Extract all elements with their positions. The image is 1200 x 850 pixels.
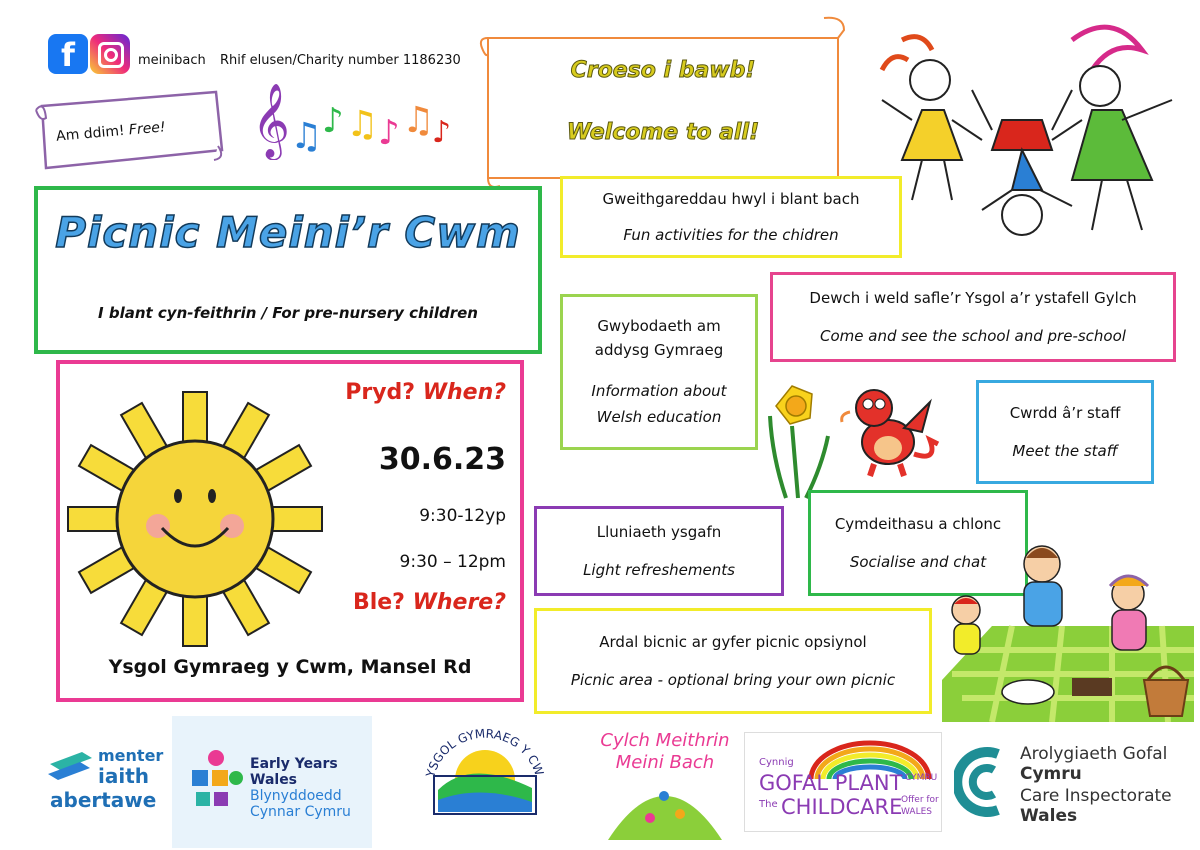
- care-line1: Arolygiaeth Gofal: [1020, 744, 1168, 764]
- gofal-cymru: CYMRU: [905, 773, 938, 783]
- activity-fun: [560, 176, 902, 258]
- charity-number: Rhif elusen/Charity number 1186230: [220, 53, 461, 68]
- time-english: 9:30 – 12pm: [399, 552, 506, 572]
- note-icon: ♪: [432, 115, 452, 150]
- details-box: [56, 360, 524, 702]
- event-subtitle: I blant cyn-feithrin / For pre-nursery children: [98, 304, 478, 322]
- time-welsh: 9:30-12yp: [419, 506, 506, 526]
- note-icon: ♪: [378, 113, 400, 153]
- early-years-line4: Cynnar Cymru: [250, 804, 351, 820]
- note-icon: ♫: [346, 104, 379, 145]
- event-address: Ysgol Gymraeg y Cwm, Mansel Rd: [108, 656, 472, 678]
- gofal-line2: CHILDCARE: [781, 795, 903, 819]
- care-line2: Cymru: [1020, 764, 1082, 784]
- activity-info-english-2: Welsh education: [596, 408, 722, 426]
- care-line3: Care Inspectorate: [1020, 786, 1172, 806]
- cylch-line1: Cylch Meithrin: [600, 730, 730, 751]
- facebook-icon[interactable]: f: [48, 34, 88, 74]
- where-english: Where?: [412, 590, 506, 615]
- menter-line1: menter: [98, 746, 164, 765]
- activity-picnic-english: Picnic area - optional bring your own picnic: [570, 671, 896, 689]
- social-handle: meinibach: [138, 53, 206, 68]
- activity-social-english: Socialise and chat: [849, 553, 987, 571]
- cylch-meithrin-logo: [598, 722, 732, 840]
- activity-info-english-1: Information about: [591, 382, 727, 400]
- gofal-wales: WALES: [901, 807, 932, 817]
- event-date: 30.6.23: [378, 442, 506, 477]
- daffodil-icon: [762, 376, 834, 500]
- scroll-shape: [478, 14, 854, 190]
- ysgol-arc-text: YSGOL GYMRAEG Y CW: [423, 726, 547, 779]
- activity-visit-english: Come and see the school and pre-school: [820, 327, 1126, 345]
- activity-info-welsh-1: Gwybodaeth am: [597, 317, 721, 335]
- social-icons: [48, 34, 130, 74]
- sun-icon: [62, 386, 328, 652]
- activity-fun-english: Fun activities for the chidren: [623, 226, 839, 244]
- activity-staff-english: Meet the staff: [1012, 442, 1118, 460]
- activity-social-welsh: Cymdeithasu a chlonc: [834, 515, 1002, 533]
- care-line4: Wales: [1020, 806, 1078, 826]
- early-years-line2: Wales: [250, 772, 298, 788]
- free-english: Free!: [128, 119, 167, 139]
- title-box: [34, 186, 542, 354]
- activity-refreshments: [534, 506, 784, 596]
- activity-staff: [976, 380, 1154, 484]
- welcome-english: Welcome to all!: [566, 120, 760, 145]
- menter-mark-icon: [46, 748, 96, 784]
- early-years-line3: Blynyddoedd: [250, 788, 342, 804]
- note-icon: ♪: [322, 101, 344, 141]
- music-notes-illustration: [250, 80, 460, 160]
- welsh-dragon-icon: [834, 382, 944, 478]
- activity-picnic: [534, 608, 932, 714]
- menter-line3: abertawe: [50, 788, 157, 812]
- activity-visit: [770, 272, 1176, 362]
- ysgol-cwm-badge-icon: [420, 718, 550, 816]
- welcome-scroll: [478, 14, 854, 190]
- activity-refresh-english: Light refreshements: [583, 561, 735, 579]
- activity-info: [560, 294, 758, 450]
- early-years-blocks-icon: [186, 746, 246, 816]
- activity-staff-welsh: Cwrdd â’r staff: [1009, 404, 1121, 422]
- care-inspectorate-mark-icon: [954, 746, 1010, 818]
- activity-refresh-welsh: Lluniaeth ysgafn: [596, 523, 722, 541]
- activity-info-welsh-2: addysg Gymraeg: [594, 341, 724, 359]
- gofal-the: The: [759, 799, 778, 810]
- welcome-welsh: Croeso i bawb!: [570, 58, 756, 83]
- activity-fun-welsh: Gweithgareddau hwyl i blant bach: [602, 190, 860, 208]
- gofal-small: Cynnig: [759, 757, 794, 768]
- event-title: Picnic Meini’r Cwm: [55, 208, 521, 257]
- gofal-line1: GOFAL PLANT: [759, 771, 903, 795]
- gofal-offer: Offer for: [901, 795, 939, 805]
- note-icon: ♫: [402, 100, 435, 141]
- activity-visit-welsh: Dewch i weld safle’r Ysgol a’r ystafell Gylch: [809, 289, 1137, 307]
- cylch-line2: Meini Bach: [615, 752, 715, 773]
- dancing-children-illustration: [872, 10, 1192, 260]
- note-icon: ♫: [290, 116, 323, 157]
- free-welsh: Am ddim!: [55, 122, 126, 145]
- when-english: When?: [422, 380, 506, 405]
- activity-picnic-welsh: Ardal bicnic ar gyfer picnic opsiynol: [599, 633, 867, 651]
- early-years-wales-logo: [172, 716, 372, 848]
- menter-line2: iaith: [98, 764, 150, 788]
- menter-iaith-logo: [46, 746, 164, 812]
- treble-clef-icon: 𝄞: [252, 84, 290, 158]
- early-years-line1: Early Years: [250, 756, 338, 772]
- where-welsh: Ble?: [352, 590, 405, 615]
- when-welsh: Pryd?: [345, 380, 416, 405]
- ysgol-cwm-logo: [420, 718, 550, 816]
- instagram-icon[interactable]: [90, 34, 130, 74]
- picnic-family-illustration: [932, 530, 1194, 722]
- childcare-offer-logo: [744, 732, 942, 832]
- care-inspectorate-logo: [954, 736, 1174, 830]
- free-scroll: [30, 88, 226, 174]
